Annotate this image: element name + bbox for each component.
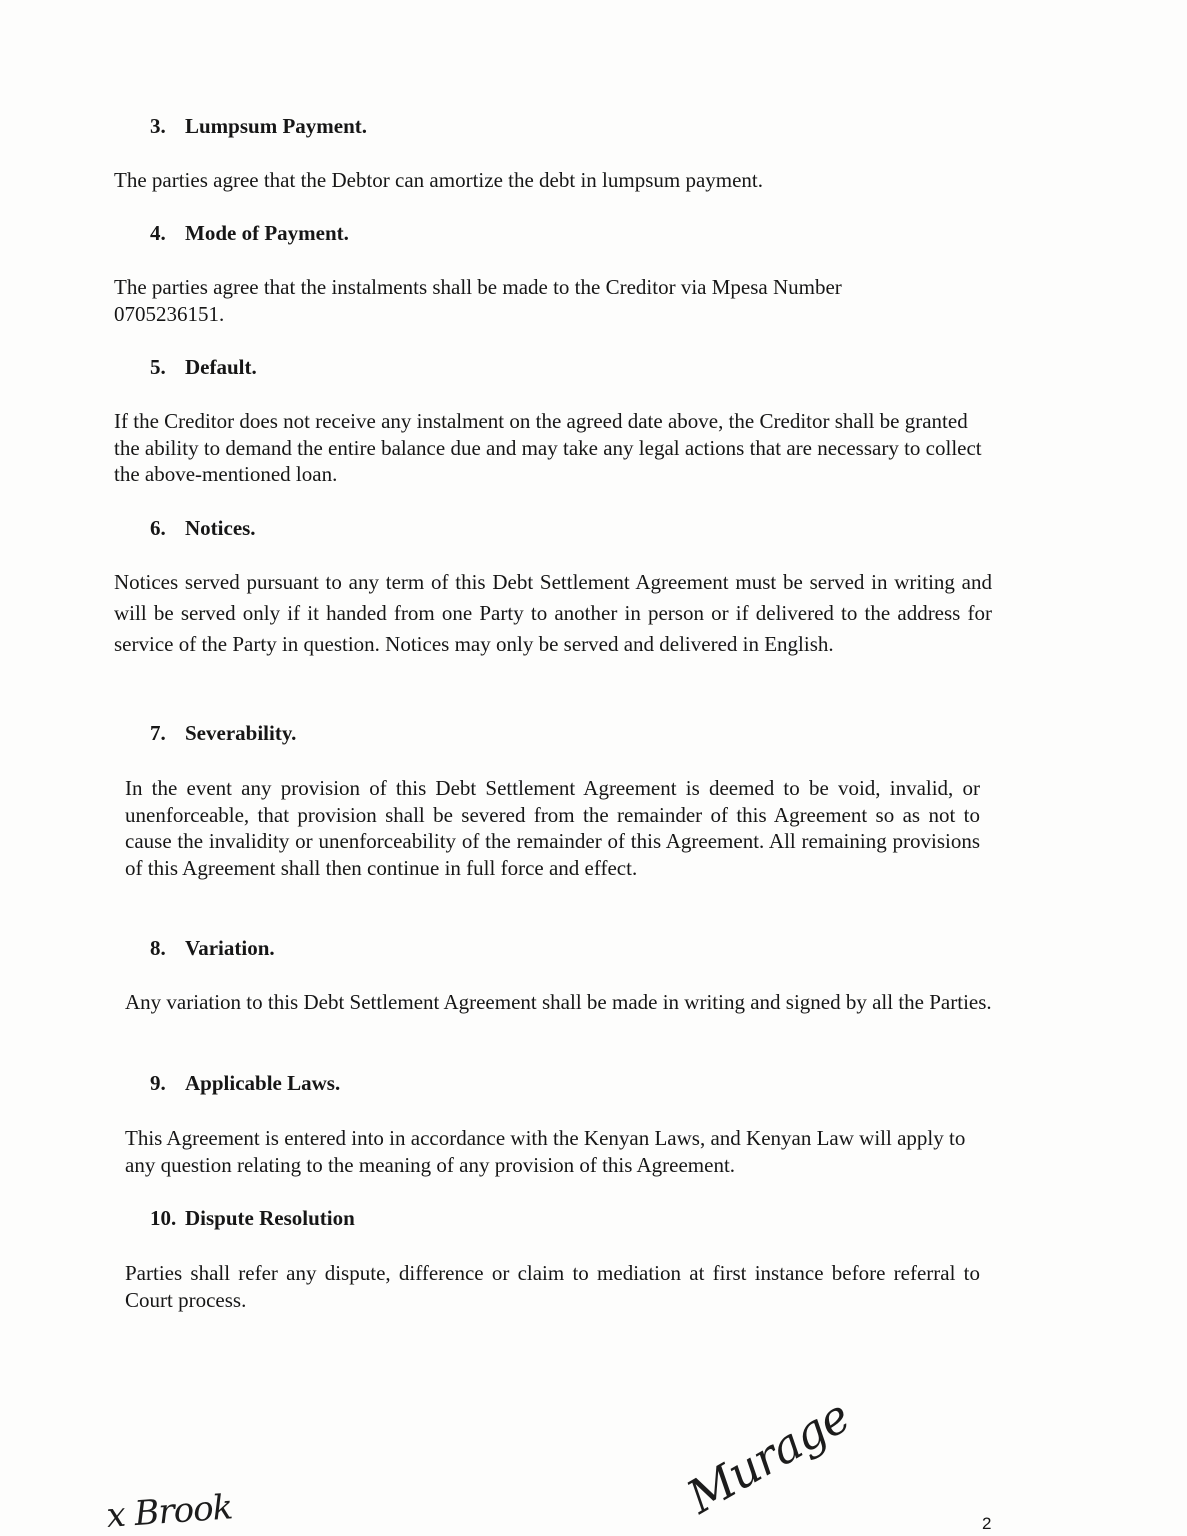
section-heading: 3. Lumpsum Payment. — [150, 114, 368, 138]
section-body: This Agreement is entered into in accordance with the Kenyan Laws, and Kenyan Law will apply to any question relating to the meaning of any provision of this Agreement. — [125, 1126, 966, 1177]
section-heading: 10. Dispute Resolution — [150, 1206, 355, 1230]
section-body: If the Creditor does not receive any instalment on the agreed date above, the Creditor shall be granted the ability to demand the entire balance due and may take any legal actions that are necessary to collect the above-mentioned loan. — [114, 409, 982, 486]
section-heading: 6. Notices. — [150, 516, 256, 540]
section-heading: 7. Severability. — [150, 721, 297, 745]
page-number: 2 — [982, 1514, 992, 1533]
section-body: In the event any provision of this Debt Settlement Agreement is deemed to be void, invalid, or unenforceable, that provision shall be severed from the remainder of this Agreement so as not to cause the invalidity or unenforceability of the remainder of this Agreement. All remaining provisions of this Agreement shall then continue in full force and effect. — [125, 776, 980, 880]
section-body: Parties shall refer any dispute, difference or claim to mediation at first instance before referral to Court process. — [125, 1261, 980, 1312]
section-body: The parties agree that the instalments shall be made to the Creditor via Mpesa Number 0705236151. — [114, 275, 842, 326]
section-heading: 8. Variation. — [150, 936, 275, 960]
section-body: Notices served pursuant to any term of this Debt Settlement Agreement must be served in writing and will be served only if it handed from one Party to another in person or if delivered to the address for service of the Party in question. Notices may only be served and delivered in English. — [114, 570, 992, 656]
signature-right: Murage — [678, 1388, 859, 1524]
signature-left: x Brook — [105, 1487, 234, 1536]
section-heading: 9. Applicable Laws. — [150, 1071, 341, 1095]
section-heading: 5. Default. — [150, 355, 257, 379]
section-body: The parties agree that the Debtor can amortize the debt in lumpsum payment. — [114, 168, 764, 192]
section-heading: 4. Mode of Payment. — [150, 221, 349, 245]
section-body: Any variation to this Debt Settlement Agreement shall be made in writing and signed by all the Parties. — [125, 990, 992, 1014]
